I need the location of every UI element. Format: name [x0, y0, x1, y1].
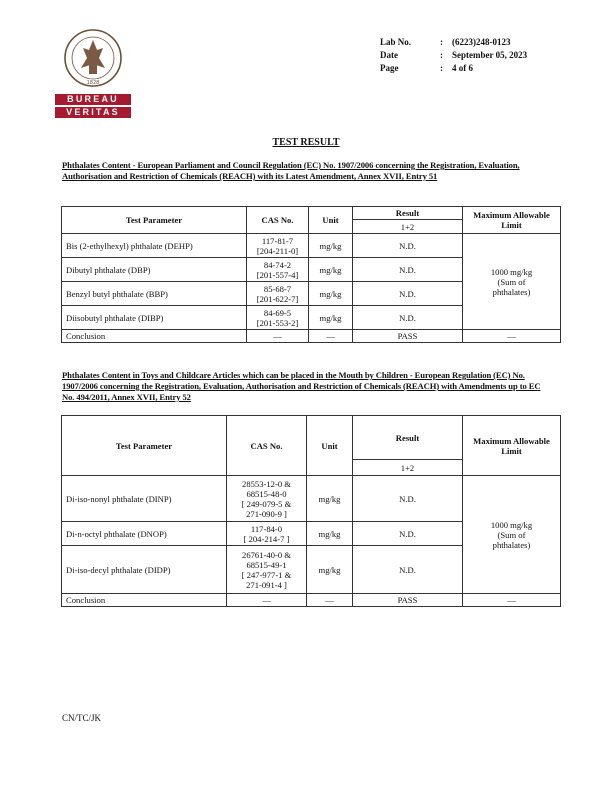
cas-number: 28553-12-0 & 68515-48-0 [ 249-079-5 & 271-090-9 ] [227, 476, 307, 522]
cas-number: 84-74-2 [201-557-4] [247, 258, 309, 282]
results-table-reach-entry52 [61, 415, 561, 607]
separator: : [440, 50, 443, 60]
lab-no-value: (6223)248-0123 [452, 37, 511, 47]
col-header-unit: Unit [307, 416, 353, 476]
conclusion-limit: — [463, 330, 561, 343]
test-parameter: Bis (2-ethylhexyl) phthalate (DEHP) [62, 234, 247, 258]
conclusion-cas: — [247, 330, 309, 343]
table-row [62, 476, 561, 522]
col-header-cas-no: CAS No. [247, 207, 309, 234]
test-parameter: Dibutyl phthalate (DBP) [62, 258, 247, 282]
brand-name-line1: BUREAU [55, 94, 131, 105]
result-value: N.D. [353, 258, 463, 282]
page-row [380, 62, 527, 75]
footer-initials: CN/TC/JK [62, 713, 102, 723]
unit: mg/kg [307, 522, 353, 546]
conclusion-label: Conclusion [62, 594, 227, 607]
unit: mg/kg [309, 258, 353, 282]
unit: mg/kg [309, 306, 353, 330]
conclusion-cas: — [227, 594, 307, 607]
col-header-sample-id: 1+2 [353, 460, 463, 476]
col-header-unit: Unit [309, 207, 353, 234]
conclusion-unit: — [307, 594, 353, 607]
result-value: N.D. [353, 522, 463, 546]
col-header-result: Result [353, 207, 463, 220]
col-header-result: Result [353, 416, 463, 460]
section2-heading: Phthalates Content in Toys and Childcare Articles which can be placed in the Mouth by Children - European Regulation (EC) No. 1907/2006 concerning the Registration, Evaluation, Authorisation and Restriction of Chemicals (REACH) with Amendments up to EC No. 494/2011, Annex XVII, Entry 52 [62, 370, 541, 402]
page-title: TEST RESULT [272, 137, 340, 148]
test-parameter: Di-n-octyl phthalate (DNOP) [62, 522, 227, 546]
result-value: N.D. [353, 306, 463, 330]
conclusion-result: PASS [353, 594, 463, 607]
separator: : [440, 63, 443, 73]
page-label: Page [380, 63, 399, 73]
conclusion-label: Conclusion [62, 330, 247, 343]
table-row [62, 234, 561, 258]
test-parameter: Di-iso-decyl phthalate (DIDP) [62, 546, 227, 594]
test-parameter: Benzyl butyl phthalate (BBP) [62, 282, 247, 306]
unit: mg/kg [307, 476, 353, 522]
conclusion-row [62, 330, 561, 343]
brand-name-line2: VERITAS [55, 107, 131, 118]
date-value: September 05, 2023 [452, 50, 528, 60]
lab-no-label: Lab No. [380, 37, 412, 47]
unit: mg/kg [309, 234, 353, 258]
max-allowable-limit: 1000 mg/kg (Sum of phthalates) [463, 476, 561, 594]
result-value: N.D. [353, 234, 463, 258]
cas-number: 85-68-7 [201-622-7] [247, 282, 309, 306]
svg-text:1828: 1828 [86, 80, 100, 86]
col-header-cas-no: CAS No. [227, 416, 307, 476]
unit: mg/kg [307, 546, 353, 594]
cas-number: 117-81-7 [204-211-0] [247, 234, 309, 258]
test-parameter: Di-iso-nonyl phthalate (DINP) [62, 476, 227, 522]
results-table-reach-entry51 [61, 206, 561, 343]
conclusion-unit: — [309, 330, 353, 343]
col-header-max-limit: Maximum Allowable Limit [463, 207, 561, 234]
cas-number: 26761-40-0 & 68515-49-1 [ 247-977-1 & 271-091-4 ] [227, 546, 307, 594]
result-value: N.D. [353, 546, 463, 594]
lab-no-row [380, 36, 527, 49]
max-allowable-limit: 1000 mg/kg (Sum of phthalates) [463, 234, 561, 330]
conclusion-limit: — [463, 594, 561, 607]
bureau-veritas-seal-icon [63, 28, 123, 90]
test-parameter: Diisobutyl phthalate (DIBP) [62, 306, 247, 330]
date-label: Date [380, 50, 398, 60]
conclusion-result: PASS [353, 330, 463, 343]
separator: : [440, 37, 443, 47]
result-value: N.D. [353, 476, 463, 522]
cas-number: 117-84-0 [ 204-214-7 ] [227, 522, 307, 546]
conclusion-row [62, 594, 561, 607]
cas-number: 84-69-5 [201-553-2] [247, 306, 309, 330]
page-value: 4 of 6 [452, 63, 473, 73]
col-header-test-parameter: Test Parameter [62, 416, 227, 476]
section1-heading: Phthalates Content - European Parliament and Council Regulation (EC) No. 1907/2006 concerning the Registration, Evaluation, Authorisation and Restriction of Chemicals (REACH) with its Latest Amendment, Annex XVII, Entry 51 [62, 160, 520, 181]
col-header-max-limit: Maximum Allowable Limit [463, 416, 561, 476]
report-header-info [380, 36, 527, 75]
unit: mg/kg [309, 282, 353, 306]
result-value: N.D. [353, 282, 463, 306]
col-header-test-parameter: Test Parameter [62, 207, 247, 234]
col-header-sample-id: 1+2 [353, 220, 463, 234]
date-row [380, 49, 527, 62]
